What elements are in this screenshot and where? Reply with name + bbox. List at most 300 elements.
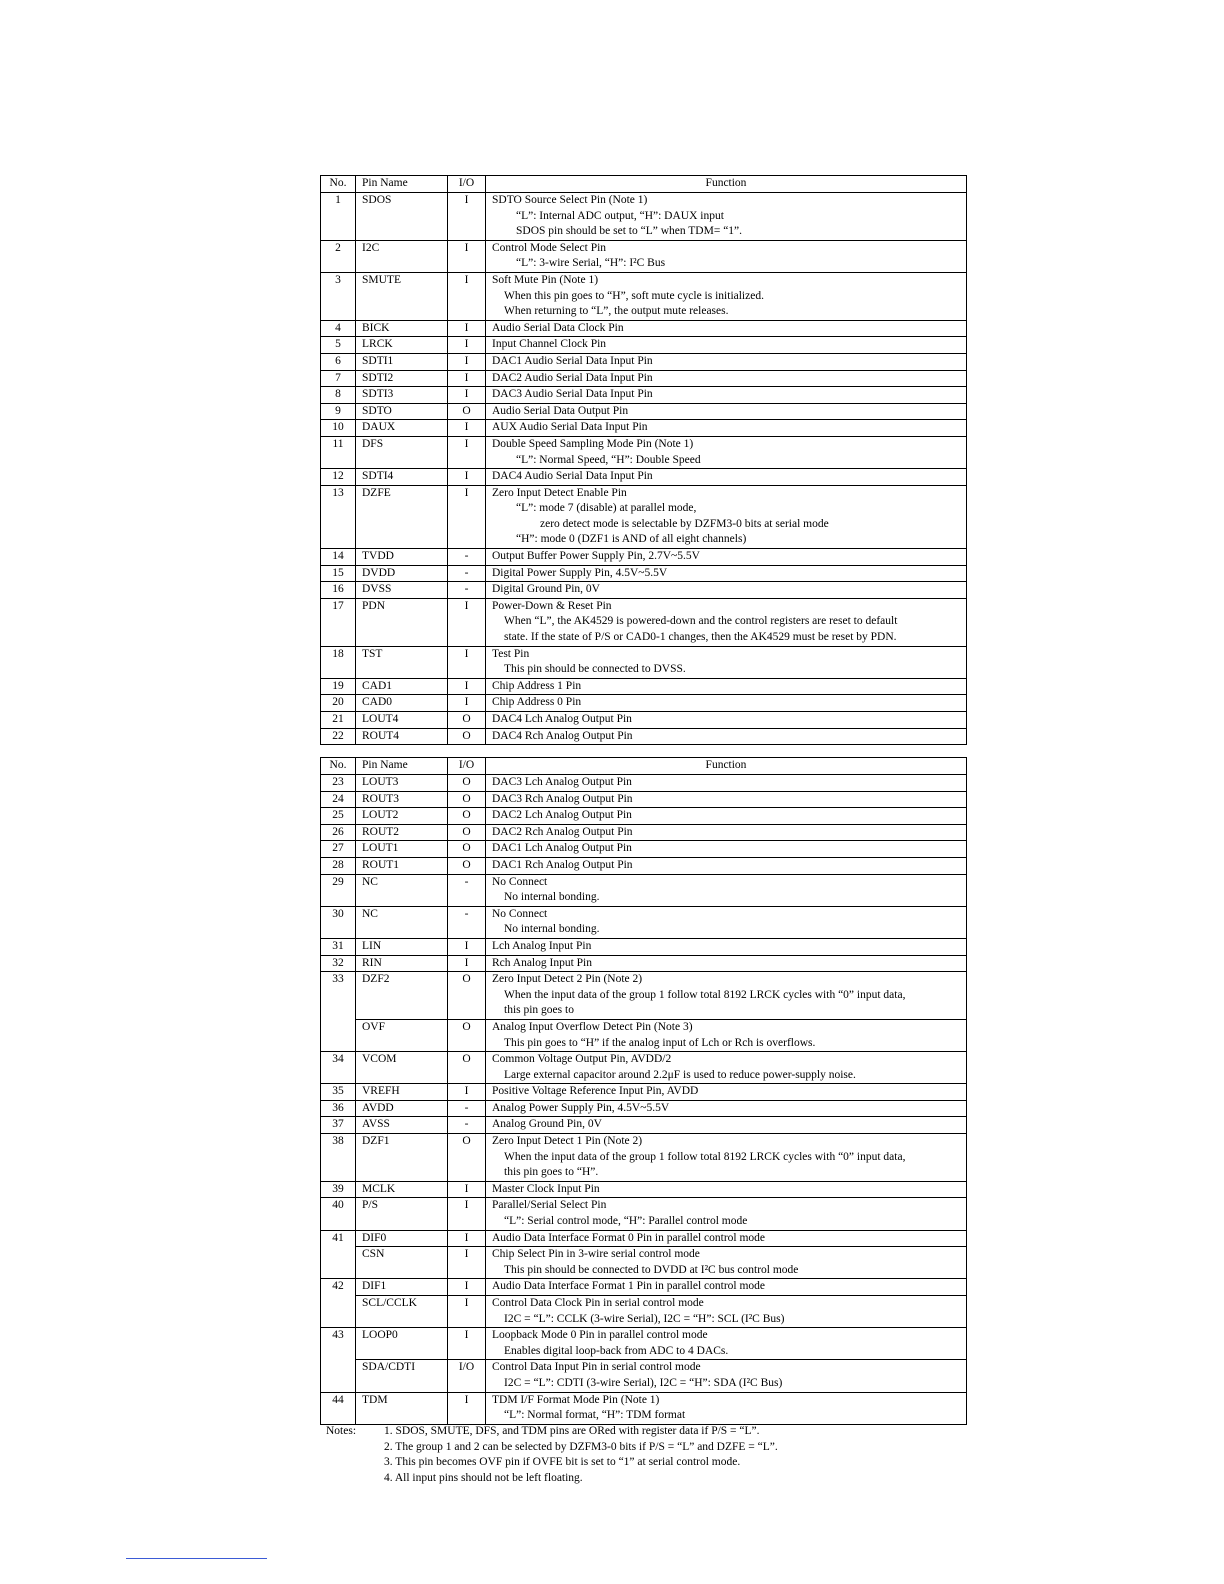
function-line: Power-Down & Reset Pin [492, 599, 612, 612]
pin-name: DVSS [356, 582, 448, 599]
pin-function [486, 712, 967, 729]
pin-number [321, 1296, 356, 1328]
function-line: “L”: mode 7 (disable) at parallel mode, [516, 502, 697, 515]
pin-name: SMUTE [356, 272, 448, 320]
pin-function [486, 646, 967, 678]
pin-io: O [448, 728, 486, 745]
table-row [321, 874, 967, 906]
pin-name: PDN [356, 598, 448, 646]
pin-number: 37 [321, 1117, 356, 1134]
pin-function [486, 841, 967, 858]
table-row [321, 370, 967, 387]
function-line: Lch Analog Input Pin [492, 939, 592, 952]
pin-name: LOUT4 [356, 712, 448, 729]
function-line: Master Clock Input Pin [492, 1182, 600, 1195]
header-function: Function [486, 176, 967, 193]
header-pin-name: Pin Name [356, 176, 448, 193]
pin-name: LOUT3 [356, 775, 448, 792]
function-line: “L”: Normal format, “H”: TDM format [504, 1409, 686, 1422]
pin-io: I [448, 1230, 486, 1247]
pin-io: I [448, 938, 486, 955]
table-row [321, 272, 967, 320]
pin-name: LOUT2 [356, 808, 448, 825]
pin-name: NC [356, 874, 448, 906]
function-line: Output Buffer Power Supply Pin, 2.7V~5.5V [492, 550, 700, 563]
pin-function [486, 955, 967, 972]
function-line: Chip Address 1 Pin [492, 679, 582, 692]
pin-name: VCOM [356, 1052, 448, 1084]
pin-io: I [448, 1198, 486, 1230]
note-item: 1. SDOS, SMUTE, DFS, and TDM pins are ORed with register data if P/S = “L”. [384, 1425, 760, 1437]
pin-number: 18 [321, 646, 356, 678]
pin-name: SDTI3 [356, 387, 448, 404]
function-line: No internal bonding. [504, 891, 600, 904]
function-line: No Connect [492, 907, 548, 920]
pin-name: TDM [356, 1392, 448, 1424]
function-line: Zero Input Detect Enable Pin [492, 486, 627, 499]
function-line: Soft Mute Pin (Note 1) [492, 273, 599, 286]
table-row [321, 387, 967, 404]
header-function: Function [486, 758, 967, 775]
table-row [321, 1230, 967, 1247]
pin-name: SDTI1 [356, 353, 448, 370]
pin-function [486, 436, 967, 468]
function-line: Chip Address 0 Pin [492, 696, 582, 709]
pin-number [321, 1247, 356, 1279]
function-line: Zero Input Detect 1 Pin (Note 2) [492, 1135, 643, 1148]
table-row [321, 841, 967, 858]
pin-function [486, 695, 967, 712]
notes-label: Notes: [326, 1425, 357, 1437]
pin-name: SDTO [356, 403, 448, 420]
pin-number: 11 [321, 436, 356, 468]
pin-name: ROUT1 [356, 857, 448, 874]
pin-io: I [448, 320, 486, 337]
table-row [321, 938, 967, 955]
pin-function [486, 728, 967, 745]
pin-name: OVF [356, 1019, 448, 1051]
pin-io: O [448, 808, 486, 825]
header-no: No. [321, 758, 356, 775]
pin-function [486, 1360, 967, 1392]
pin-number: 21 [321, 712, 356, 729]
pin-function [486, 420, 967, 437]
table-row [321, 646, 967, 678]
function-line: Positive Voltage Reference Input Pin, AVDD [492, 1085, 699, 1098]
pin-number [321, 1019, 356, 1051]
pin-function [486, 972, 967, 1020]
pin-io: I [448, 193, 486, 241]
pin-function [486, 1296, 967, 1328]
pin-io: O [448, 1052, 486, 1084]
pin-name: I2C [356, 240, 448, 272]
pin-name: DIF1 [356, 1279, 448, 1296]
function-line: Parallel/Serial Select Pin [492, 1199, 607, 1212]
function-line: When “L”, the AK4529 is powered-down and the control registers are reset to default [504, 615, 898, 628]
pin-io: - [448, 582, 486, 599]
pin-io: O [448, 857, 486, 874]
function-line: SDTO Source Select Pin (Note 1) [492, 194, 648, 206]
function-line: “L”: Normal Speed, “H”: Double Speed [516, 453, 701, 466]
pin-function [486, 874, 967, 906]
function-line: “L”: Internal ADC output, “H”: DAUX input [516, 209, 724, 222]
pin-name: P/S [356, 1198, 448, 1230]
function-line: state. If the state of P/S or CAD0-1 changes, then the AK4529 must be reset by PDN. [504, 631, 897, 644]
function-line: No internal bonding. [504, 923, 600, 936]
pin-name: SDOS [356, 193, 448, 241]
pin-function [486, 320, 967, 337]
table-row [321, 436, 967, 468]
pin-number: 27 [321, 841, 356, 858]
function-line: Test Pin [492, 647, 530, 660]
function-line: DAC3 Rch Analog Output Pin [492, 792, 633, 805]
table-row [321, 598, 967, 646]
pin-number: 7 [321, 370, 356, 387]
function-line: “L”: Serial control mode, “H”: Parallel control mode [504, 1215, 748, 1228]
pin-io: I [448, 955, 486, 972]
function-line: DAC4 Audio Serial Data Input Pin [492, 470, 653, 483]
pin-name: NC [356, 906, 448, 938]
pin-function [486, 1052, 967, 1084]
function-line: Digital Power Supply Pin, 4.5V~5.5V [492, 566, 668, 579]
pin-io: I [448, 678, 486, 695]
pin-io: I [448, 353, 486, 370]
function-line: Digital Ground Pin, 0V [492, 583, 600, 596]
note-item: 2. The group 1 and 2 can be selected by DZFM3-0 bits if P/S = “L” and DZFE = “L”. [384, 1440, 778, 1453]
pin-number: 5 [321, 337, 356, 354]
table-row [321, 906, 967, 938]
pin-io: - [448, 549, 486, 566]
table-row [321, 972, 967, 1020]
pin-function [486, 1230, 967, 1247]
table-row [321, 791, 967, 808]
function-line: Chip Select Pin in 3-wire serial control mode [492, 1248, 700, 1261]
pin-io: O [448, 1134, 486, 1182]
pin-name: CSN [356, 1247, 448, 1279]
pin-function [486, 193, 967, 241]
pin-name: LIN [356, 938, 448, 955]
function-line: DAC4 Lch Analog Output Pin [492, 713, 632, 725]
function-line: Analog Power Supply Pin, 4.5V~5.5V [492, 1101, 670, 1114]
pin-name: CAD1 [356, 678, 448, 695]
pin-io: I [448, 469, 486, 486]
pin-function [486, 353, 967, 370]
function-line: When returning to “L”, the output mute releases. [504, 305, 729, 318]
function-line: When the input data of the group 1 follow total 8192 LRCK cycles with “0” input data, [504, 988, 906, 1001]
pin-function [486, 565, 967, 582]
pin-io: I [448, 646, 486, 678]
function-line: Analog Input Overflow Detect Pin (Note 3) [492, 1020, 693, 1033]
pin-number: 31 [321, 938, 356, 955]
pin-function [486, 272, 967, 320]
pin-number: 38 [321, 1134, 356, 1182]
table-row [321, 712, 967, 729]
pin-number: 2 [321, 240, 356, 272]
function-line: DAC1 Lch Analog Output Pin [492, 842, 632, 855]
function-line: Zero Input Detect 2 Pin (Note 2) [492, 973, 643, 986]
pin-number: 32 [321, 955, 356, 972]
table-row [321, 420, 967, 437]
pin-name: AVDD [356, 1100, 448, 1117]
pin-io: I [448, 420, 486, 437]
function-line: This pin should be connected to DVSS. [504, 663, 686, 676]
function-line: AUX Audio Serial Data Input Pin [492, 421, 648, 434]
function-line: DAC2 Lch Analog Output Pin [492, 809, 632, 822]
table-row [321, 582, 967, 599]
pin-function [486, 1392, 967, 1424]
pin-io: I [448, 1279, 486, 1296]
table-row [321, 728, 967, 745]
table-row [321, 1117, 967, 1134]
note-item: 3. This pin becomes OVF pin if OVFE bit is set to “1” at serial control mode. [384, 1456, 741, 1469]
pin-function [486, 775, 967, 792]
pin-function [486, 1198, 967, 1230]
function-line: Input Channel Clock Pin [492, 338, 607, 351]
pin-number: 15 [321, 565, 356, 582]
pin-number: 33 [321, 972, 356, 1020]
pin-number: 34 [321, 1052, 356, 1084]
pin-number: 6 [321, 353, 356, 370]
pin-number: 44 [321, 1392, 356, 1424]
pin-function [486, 403, 967, 420]
function-line: Audio Data Interface Format 0 Pin in parallel control mode [492, 1231, 766, 1244]
pin-function [486, 938, 967, 955]
pin-io: I [448, 370, 486, 387]
pin-io: I [448, 436, 486, 468]
table-row [321, 955, 967, 972]
function-line: When the input data of the group 1 follow total 8192 LRCK cycles with “0” input data, [504, 1150, 906, 1163]
pin-number: 19 [321, 678, 356, 695]
pin-function [486, 824, 967, 841]
pin-number: 36 [321, 1100, 356, 1117]
table-row [321, 1360, 967, 1392]
pin-io: I [448, 337, 486, 354]
pin-io: O [448, 841, 486, 858]
table-header [321, 758, 967, 775]
pin-number: 28 [321, 857, 356, 874]
function-line: DAC4 Rch Analog Output Pin [492, 729, 633, 742]
table-row [321, 857, 967, 874]
pin-io: I [448, 240, 486, 272]
pin-name: SDA/CDTI [356, 1360, 448, 1392]
table-row [321, 1052, 967, 1084]
pin-function [486, 337, 967, 354]
function-line: Loopback Mode 0 Pin in parallel control mode [492, 1329, 708, 1342]
function-line: DAC2 Rch Analog Output Pin [492, 825, 633, 838]
pin-function [486, 1247, 967, 1279]
table-row [321, 1181, 967, 1198]
pin-name: ROUT4 [356, 728, 448, 745]
pin-number: 17 [321, 598, 356, 646]
pin-io: O [448, 791, 486, 808]
pin-number: 14 [321, 549, 356, 566]
pin-io: - [448, 1117, 486, 1134]
pin-number: 30 [321, 906, 356, 938]
function-line: Enables digital loop-back from ADC to 4 DACs. [504, 1344, 729, 1357]
function-line: Common Voltage Output Pin, AVDD/2 [492, 1053, 672, 1066]
function-line: this pin goes to “H”. [504, 1166, 599, 1179]
function-line: DAC3 Lch Analog Output Pin [492, 776, 632, 788]
function-line: I2C = “L”: CCLK (3-wire Serial), I2C = “H”: SCL (I²C Bus) [504, 1312, 785, 1325]
function-line: I2C = “L”: CDTI (3-wire Serial), I2C = “H”: SDA (I²C Bus) [504, 1376, 783, 1389]
pin-function [486, 582, 967, 599]
function-line: SDOS pin should be set to “L” when TDM= “1”. [516, 225, 743, 238]
pin-io: - [448, 906, 486, 938]
table-row [321, 775, 967, 792]
function-line: DAC1 Audio Serial Data Input Pin [492, 354, 653, 367]
pin-function [486, 906, 967, 938]
pin-io: I [448, 598, 486, 646]
table-row [321, 1019, 967, 1051]
pin-function [486, 1019, 967, 1051]
pin-name: TST [356, 646, 448, 678]
pin-number: 10 [321, 420, 356, 437]
pin-number: 20 [321, 695, 356, 712]
pin-io: O [448, 712, 486, 729]
pin-function [486, 1100, 967, 1117]
pin-number: 35 [321, 1084, 356, 1101]
pin-name: DIF0 [356, 1230, 448, 1247]
pin-io: I [448, 1296, 486, 1328]
function-line: Control Data Clock Pin in serial control mode [492, 1297, 704, 1309]
function-line: Double Speed Sampling Mode Pin (Note 1) [492, 437, 694, 450]
pin-name: RIN [356, 955, 448, 972]
header-pin-name: Pin Name [356, 758, 448, 775]
pin-name: DVDD [356, 565, 448, 582]
pin-number: 23 [321, 775, 356, 792]
function-line: this pin goes to [504, 1004, 574, 1017]
function-line: Audio Data Interface Format 1 Pin in parallel control mode [492, 1280, 766, 1293]
table-row [321, 1084, 967, 1101]
pin-number: 29 [321, 874, 356, 906]
pin-number: 13 [321, 485, 356, 548]
pin-number: 9 [321, 403, 356, 420]
pin-number: 12 [321, 469, 356, 486]
pin-number: 16 [321, 582, 356, 599]
table-row [321, 549, 967, 566]
function-line: Control Mode Select Pin [492, 241, 607, 254]
pin-function [486, 1117, 967, 1134]
table-row [321, 353, 967, 370]
function-line: Rch Analog Input Pin [492, 956, 592, 969]
table-row [321, 1328, 967, 1360]
pin-number: 43 [321, 1328, 356, 1360]
pin-function [486, 1134, 967, 1182]
note-item: 4. All input pins should not be left floating. [384, 1471, 583, 1484]
pin-function [486, 1084, 967, 1101]
table-row [321, 337, 967, 354]
pin-name: ROUT3 [356, 791, 448, 808]
pin-name: DFS [356, 436, 448, 468]
table-row [321, 240, 967, 272]
pin-io: I [448, 1392, 486, 1424]
pin-io: I [448, 1247, 486, 1279]
pin-function [486, 1279, 967, 1296]
pin-io: I [448, 387, 486, 404]
function-line: Audio Serial Data Clock Pin [492, 321, 624, 334]
header-io: I/O [448, 758, 486, 775]
function-line: This pin should be connected to DVDD at I²C bus control mode [504, 1263, 799, 1276]
pin-number: 42 [321, 1279, 356, 1296]
function-line: This pin goes to “H” if the analog input of Lch or Rch is overflows. [504, 1036, 816, 1049]
table-row [321, 695, 967, 712]
function-line: zero detect mode is selectable by DZFM3-0 bits at serial mode [540, 517, 829, 530]
pin-io: I/O [448, 1360, 486, 1392]
pin-io: - [448, 874, 486, 906]
table-row [321, 1296, 967, 1328]
table-row [321, 1279, 967, 1296]
pin-io: O [448, 824, 486, 841]
pin-name: AVSS [356, 1117, 448, 1134]
pin-number: 41 [321, 1230, 356, 1247]
function-line: DAC2 Audio Serial Data Input Pin [492, 371, 653, 384]
pin-number: 3 [321, 272, 356, 320]
pin-function [486, 791, 967, 808]
pin-number: 22 [321, 728, 356, 745]
table-row [321, 193, 967, 241]
function-line: “H”: mode 0 (DZF1 is AND of all eight channels) [516, 533, 747, 546]
pin-io: - [448, 565, 486, 582]
pin-io: O [448, 972, 486, 1020]
table-row [321, 808, 967, 825]
table-row [321, 678, 967, 695]
pin-function [486, 678, 967, 695]
pin-function [486, 387, 967, 404]
table-row [321, 1100, 967, 1117]
notes [326, 1424, 778, 1486]
function-line: Control Data Input Pin in serial control mode [492, 1361, 701, 1374]
pin-number: 39 [321, 1181, 356, 1198]
pin-number: 1 [321, 193, 356, 241]
function-line: When this pin goes to “H”, soft mute cycle is initialized. [504, 289, 764, 302]
table-row [321, 469, 967, 486]
pin-name: LOUT1 [356, 841, 448, 858]
pin-name: VREFH [356, 1084, 448, 1101]
pin-name: TVDD [356, 549, 448, 566]
table-row [321, 485, 967, 548]
pin-number: 40 [321, 1198, 356, 1230]
pin-function [486, 857, 967, 874]
pin-io: I [448, 695, 486, 712]
table-row [321, 1198, 967, 1230]
pin-io: I [448, 1181, 486, 1198]
pin-function [486, 485, 967, 548]
pin-function [486, 370, 967, 387]
header-io: I/O [448, 176, 486, 193]
pin-io: O [448, 403, 486, 420]
pin-name: SDTI4 [356, 469, 448, 486]
pin-io: I [448, 1328, 486, 1360]
pin-name: DZFE [356, 485, 448, 548]
table-row [321, 824, 967, 841]
function-line: DAC3 Audio Serial Data Input Pin [492, 388, 653, 401]
pin-number: 8 [321, 387, 356, 404]
pin-name: DZF1 [356, 1134, 448, 1182]
table-row [321, 403, 967, 420]
pin-io: I [448, 272, 486, 320]
pin-io: I [448, 485, 486, 548]
pin-name: DAUX [356, 420, 448, 437]
pin-name: DZF2 [356, 972, 448, 1020]
pin-io: I [448, 1084, 486, 1101]
footer-link-underline[interactable] [126, 1558, 267, 1559]
pin-function [486, 549, 967, 566]
pin-io: O [448, 1019, 486, 1051]
header-no: No. [321, 176, 356, 193]
table-row [321, 320, 967, 337]
function-line: No Connect [492, 875, 548, 888]
function-line: Audio Serial Data Output Pin [492, 404, 629, 417]
